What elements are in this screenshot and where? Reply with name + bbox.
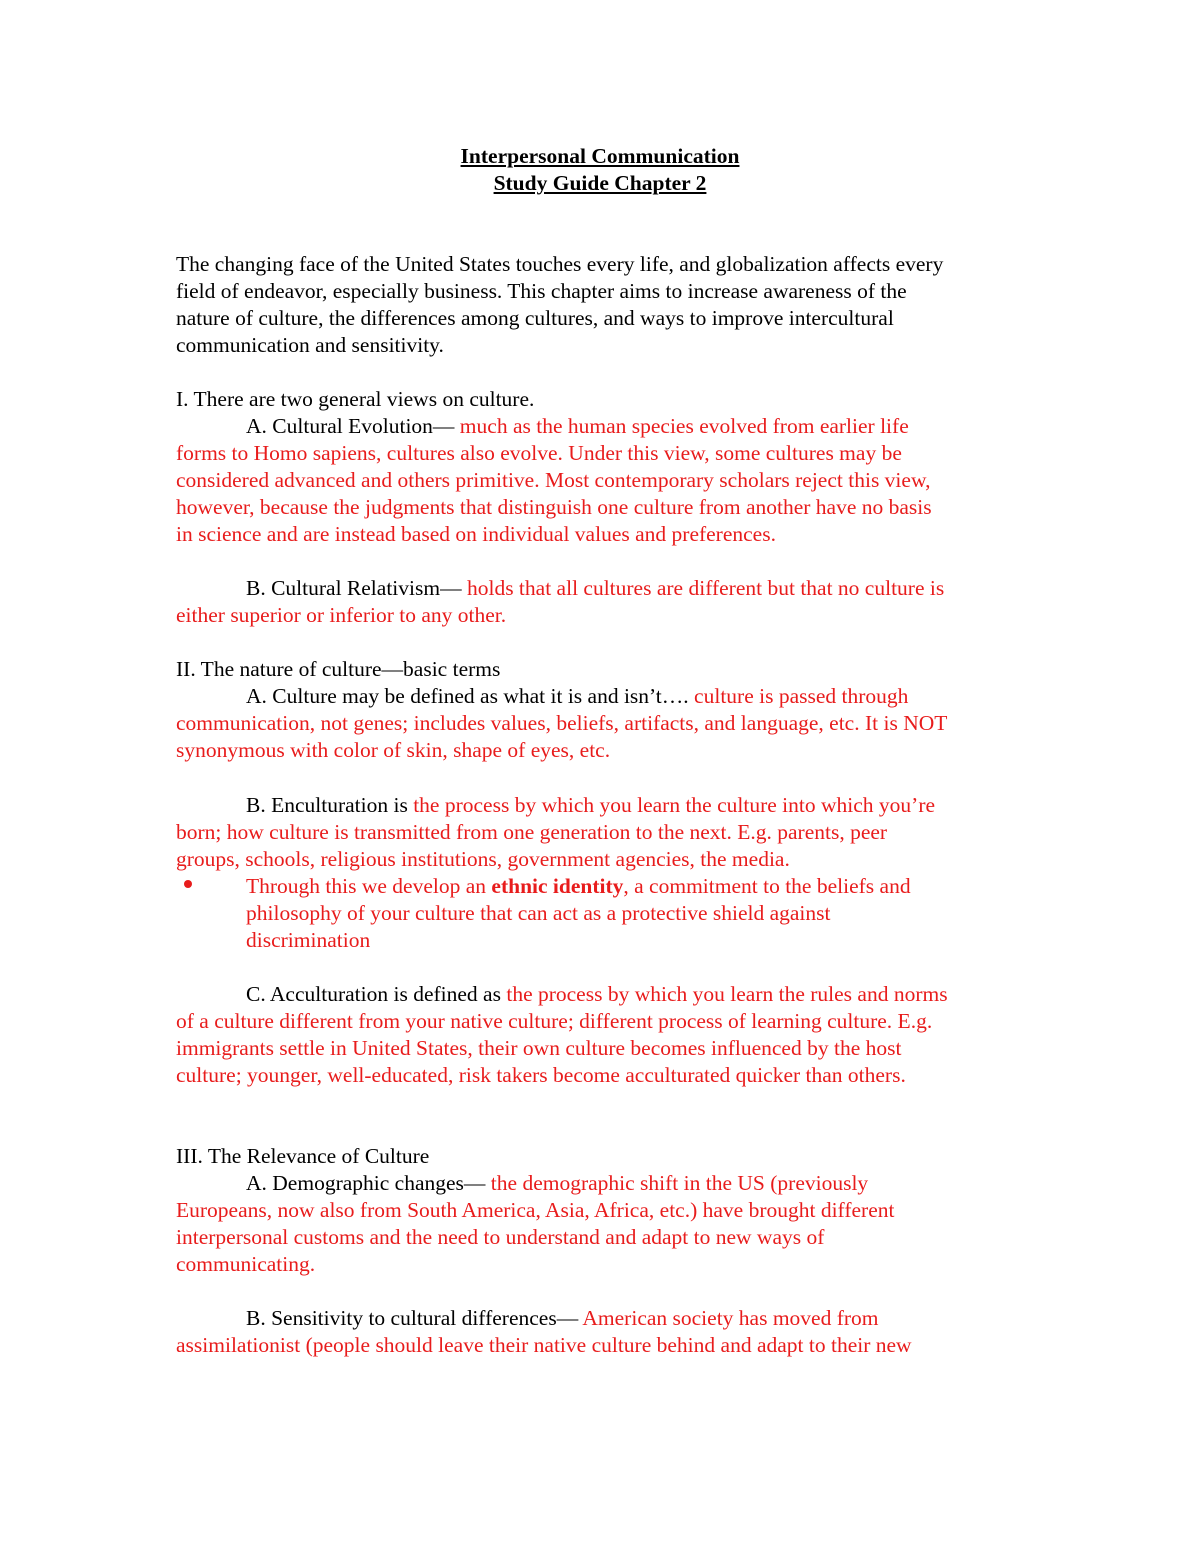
section-2-bullet-first-line xyxy=(246,873,911,900)
section-3-heading: III. The Relevance of Culture xyxy=(176,1144,430,1168)
document-title: Interpersonal Communication xyxy=(460,144,740,168)
section-3-item-b-answer: American society has moved from xyxy=(582,1306,879,1330)
section-1-item-a-line: however, because the judgments that distinguish one culture from another have no basis xyxy=(176,495,932,519)
bullet-text-bold: ethnic identity xyxy=(491,874,624,898)
section-1-item-b-line: either superior or inferior to any other. xyxy=(176,603,507,627)
section-1-item-b-first-line xyxy=(246,575,944,602)
section-3-item-b-line: assimilationist (people should leave their native culture behind and adapt to their new xyxy=(176,1333,912,1357)
section-2-item-b-answer: the process by which you learn the culture into which you’re xyxy=(413,793,936,817)
bullet-text-pre: Through this we develop an xyxy=(246,874,492,898)
section-2-heading: II. The nature of culture—basic terms xyxy=(176,657,501,681)
bullet-dot-icon xyxy=(184,880,192,888)
section-2-item-b-label: B. Enculturation is xyxy=(246,793,414,817)
section-3-item-a-label: A. Demographic changes— xyxy=(246,1171,491,1195)
intro-line: field of endeavor, especially business. This chapter aims to increase awareness of the xyxy=(176,279,907,303)
section-3-item-b-first-line xyxy=(246,1305,879,1332)
section-2-bullet-line: philosophy of your culture that can act as a protective shield against xyxy=(246,901,831,925)
section-1-item-a-line: considered advanced and others primitive. Most contemporary scholars reject this view, xyxy=(176,468,931,492)
section-2-item-c-label: C. Acculturation is defined as xyxy=(246,982,507,1006)
intro-line: nature of culture, the differences among cultures, and ways to improve intercultural xyxy=(176,306,894,330)
section-2-bullet-line: discrimination xyxy=(246,928,371,952)
bullet-text-post: , a commitment to the beliefs and xyxy=(623,874,911,898)
section-1-item-b-label: B. Cultural Relativism— xyxy=(246,576,467,600)
section-2-item-c-line: immigrants settle in United States, their own culture becomes influenced by the host xyxy=(176,1036,902,1060)
section-2-item-a-first-line xyxy=(246,683,908,710)
section-2-item-c-first-line xyxy=(246,981,948,1008)
section-1-item-b-answer: holds that all cultures are different but that no culture is xyxy=(466,576,945,600)
section-3-item-a-first-line xyxy=(246,1170,868,1197)
section-1-item-a-label: A. Cultural Evolution— xyxy=(246,414,460,438)
section-2-item-a-answer: culture is passed through xyxy=(694,684,909,708)
section-3-item-a-line: communicating. xyxy=(176,1252,316,1276)
section-3-item-b-label: B. Sensitivity to cultural differences— xyxy=(246,1306,583,1330)
section-1-item-a-first-line xyxy=(246,413,909,440)
section-3-item-a-answer: the demographic shift in the US (previously xyxy=(490,1171,869,1195)
section-2-item-c-line: culture; younger, well-educated, risk takers become acculturated quicker than others. xyxy=(176,1063,906,1087)
section-2-item-a-line: synonymous with color of skin, shape of eyes, etc. xyxy=(176,738,611,762)
section-1-heading: I. There are two general views on culture. xyxy=(176,387,535,411)
section-1-item-a-answer: much as the human species evolved from earlier life xyxy=(459,414,909,438)
section-2-item-a-label: A. Culture may be defined as what it is and isn’t…. xyxy=(246,684,695,708)
section-3-item-a-line: Europeans, now also from South America, Asia, Africa, etc.) have brought different xyxy=(176,1198,895,1222)
section-2-item-c-line: of a culture different from your native culture; different process of learning culture. E.g. xyxy=(176,1009,933,1033)
section-2-item-a-line: communication, not genes; includes values, beliefs, artifacts, and language, etc. It is NOT xyxy=(176,711,948,735)
section-1-item-a-line: in science and are instead based on individual values and preferences. xyxy=(176,522,776,546)
section-3-item-a-line: interpersonal customs and the need to understand and adapt to new ways of xyxy=(176,1225,825,1249)
section-2-item-c-answer: the process by which you learn the rules and norms xyxy=(506,982,948,1006)
section-2-item-b-line: groups, schools, religious institutions, government agencies, the media. xyxy=(176,847,790,871)
intro-line: communication and sensitivity. xyxy=(176,333,444,357)
document-subtitle: Study Guide Chapter 2 xyxy=(493,171,707,195)
section-2-item-b-first-line xyxy=(246,792,935,819)
section-2-item-b-line: born; how culture is transmitted from one generation to the next. E.g. parents, peer xyxy=(176,820,888,844)
intro-line: The changing face of the United States touches every life, and globalization affects every xyxy=(176,252,944,276)
section-1-item-a-line: forms to Homo sapiens, cultures also evolve. Under this view, some cultures may be xyxy=(176,441,902,465)
